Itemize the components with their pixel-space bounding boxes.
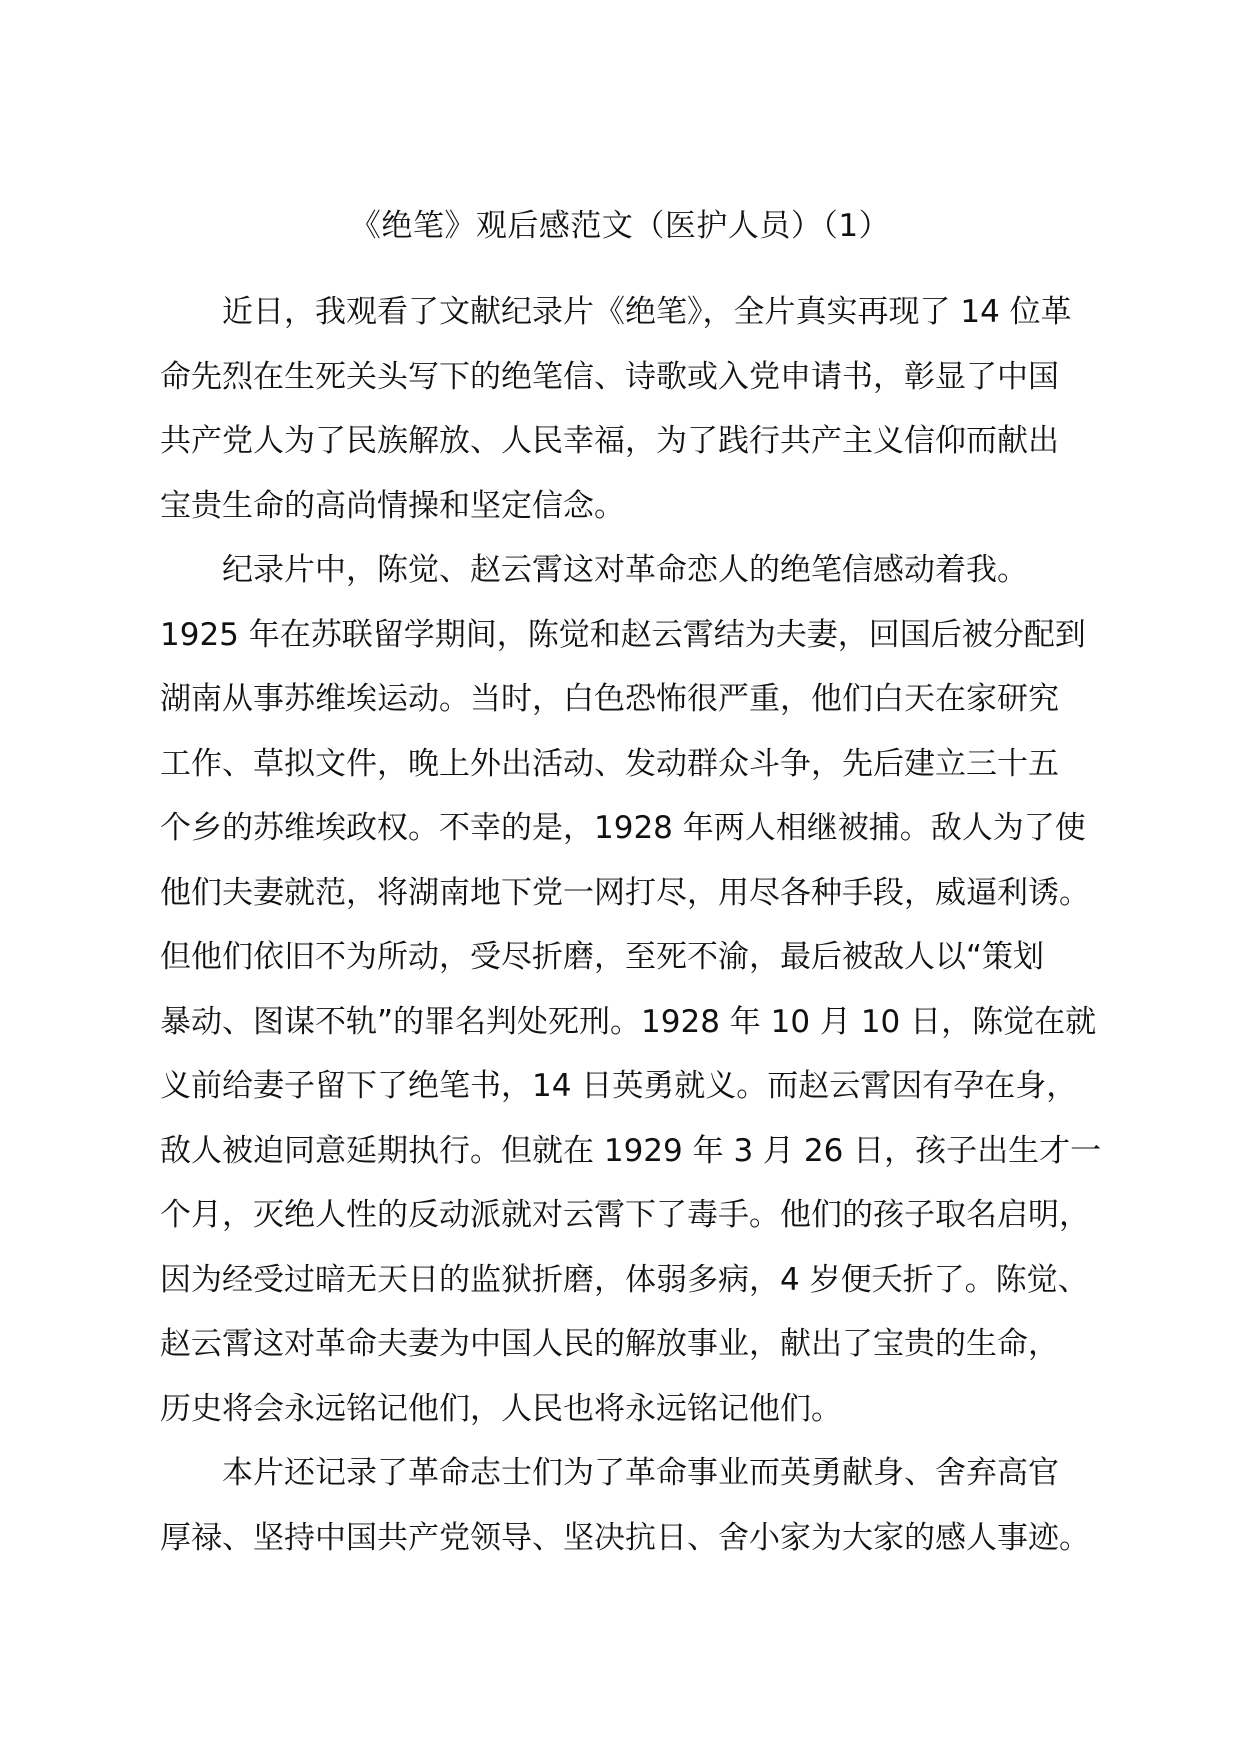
text-line: 他们夫妻就范，将湖南地下党一网打尽，用尽各种手段，威逼利诱。 bbox=[160, 874, 1090, 911]
text-line: 暴动、图谋不轨”的罪名判处死刑。1928 年 10 月 10 日，陈觉在就 bbox=[160, 1003, 1097, 1040]
text-line: 厚禄、坚持中国共产党领导、坚决抗日、舍小家为大家的感人事迹。 bbox=[160, 1519, 1090, 1556]
text-line: 纪录片中，陈觉、赵云霄这对革命恋人的绝笔信感动着我。 bbox=[222, 552, 1028, 588]
document-title: 《绝笔》观后感范文（医护人员）（1） bbox=[349, 208, 891, 244]
text-line: 本片还记录了革命志士们为了革命事业而英勇献身、舍弃高官 bbox=[222, 1455, 1059, 1491]
paragraph bbox=[160, 280, 1090, 538]
paragraph bbox=[160, 1441, 1090, 1570]
text-line: 历史将会永远铭记他们，人民也将永远铭记他们。 bbox=[160, 1390, 842, 1427]
text-line: 工作、草拟文件，晚上外出活动、发动群众斗争，先后建立三十五 bbox=[160, 745, 1059, 782]
text-line: 敌人被迫同意延期执行。但就在 1929 年 3 月 26 日，孩子出生才一 bbox=[160, 1132, 1102, 1169]
text-line: 近日，我观看了文献纪录片《绝笔》，全片真实再现了 14 位革 bbox=[222, 294, 1072, 330]
text-line: 但他们依旧不为所动，受尽折磨，至死不渝，最后被敌人以“策划 bbox=[160, 939, 1045, 975]
text-line: 个乡的苏维埃政权。不幸的是，1928 年两人相继被捕。敌人为了使 bbox=[160, 810, 1086, 846]
text-line: 命先烈在生死关头写下的绝笔信、诗歌或入党申请书，彰显了中国 bbox=[160, 358, 1059, 395]
text-line: 因为经受过暗无天日的监狱折磨，体弱多病，4 岁便夭折了。陈觉、 bbox=[160, 1261, 1089, 1298]
text-line: 1925 年在苏联留学期间，陈觉和赵云霄结为夫妻，回国后被分配到 bbox=[160, 616, 1086, 653]
document-body bbox=[160, 280, 1102, 1570]
text-line: 个月，灭绝人性的反动派就对云霄下了毒手。他们的孩子取名启明， bbox=[160, 1197, 1090, 1233]
text-line: 赵云霄这对革命夫妻为中国人民的解放事业，献出了宝贵的生命， bbox=[160, 1326, 1059, 1362]
text-line: 湖南从事苏维埃运动。当时，白色恐怖很严重，他们白天在家研究 bbox=[160, 681, 1059, 717]
text-line: 宝贵生命的高尚情操和坚定信念。 bbox=[160, 487, 625, 524]
text-line: 共产党人为了民族解放、人民幸福，为了践行共产主义信仰而献出 bbox=[160, 423, 1059, 459]
paragraph bbox=[160, 538, 1102, 1441]
text-line: 义前给妻子留下了绝笔书，14 日英勇就义。而赵云霄因有孕在身， bbox=[160, 1068, 1078, 1104]
